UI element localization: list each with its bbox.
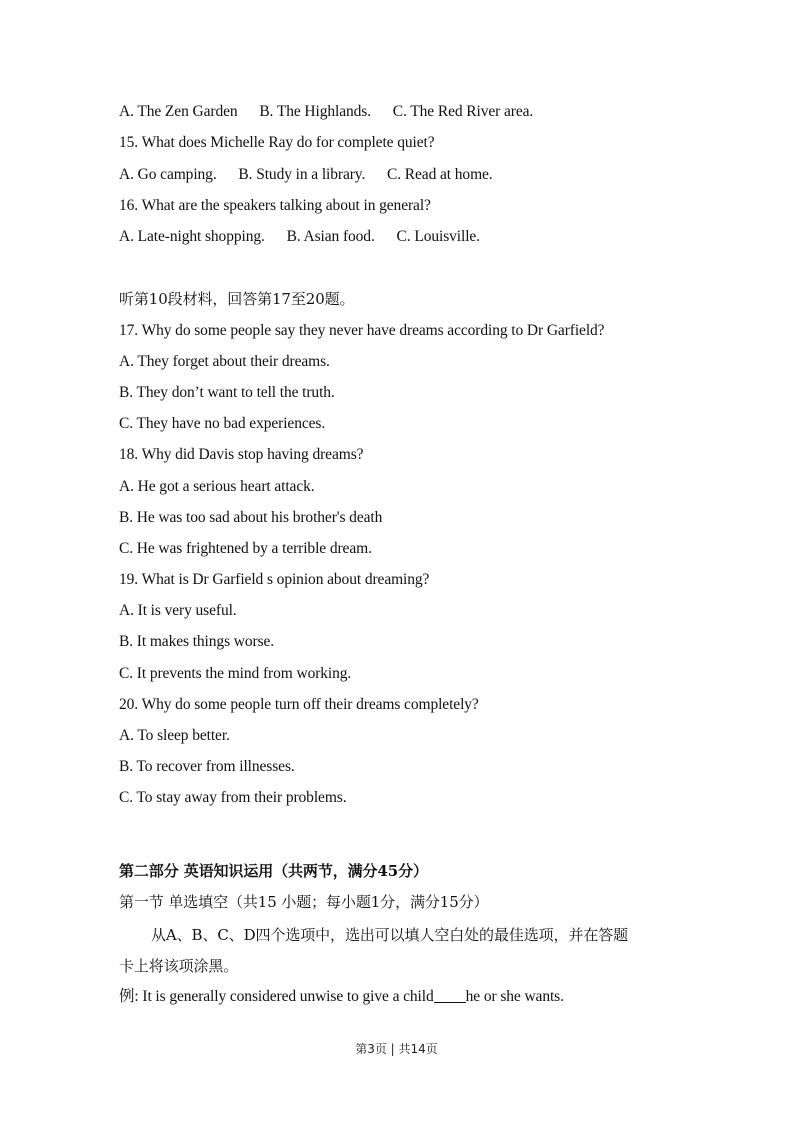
example-blank xyxy=(434,988,466,1003)
q16-option-a: A. Late-night shopping. xyxy=(119,228,265,245)
q19-question: 19. What is Dr Garfield s opinion about dreaming? xyxy=(119,571,430,588)
page-footer: 第3页 | 共14页 xyxy=(355,1042,438,1056)
q17-question: 17. Why do some people say they never have dreams according to Dr Garfield? xyxy=(119,322,605,339)
q17-option-a: A. They forget about their dreams. xyxy=(119,353,330,370)
q19-option-c: C. It prevents the mind from working. xyxy=(119,665,352,682)
q14-option-b: B. The Highlands. xyxy=(259,103,371,120)
q20-option-c: C. To stay away from their problems. xyxy=(119,789,347,806)
q18-option-b: B. He was too sad about his brother's death xyxy=(119,509,383,526)
q15-options xyxy=(119,165,493,185)
q15-option-a: A. Go camping. xyxy=(119,166,217,183)
q18-option-c: C. He was frightened by a terrible dream. xyxy=(119,540,372,557)
q16-option-b: B. Asian food. xyxy=(286,228,375,245)
section10-instruction: 听第10段材料，回答第17至20题。 xyxy=(119,290,355,308)
example-text-after: he or she wants. xyxy=(465,988,564,1005)
part2-heading: 第二部分 英语知识运用（共两节，满分45分） xyxy=(119,862,428,880)
q14-options xyxy=(119,102,533,122)
q16-options xyxy=(119,227,480,247)
q20-option-a: A. To sleep better. xyxy=(119,727,230,744)
q20-option-b: B. To recover from illnesses. xyxy=(119,758,295,775)
q19-option-a: A. It is very useful. xyxy=(119,602,237,619)
q18-option-a: A. He got a serious heart attack. xyxy=(119,478,315,495)
q15-question: 15. What does Michelle Ray do for complete quiet? xyxy=(119,134,435,151)
q19-option-b: B. It makes things worse. xyxy=(119,633,275,650)
example-text-before: 例: It is generally considered unwise to give a child xyxy=(119,988,434,1005)
q16-question: 16. What are the speakers talking about in general? xyxy=(119,197,431,214)
instruction-line-2: 卡上将该项涂黑。 xyxy=(119,957,239,975)
q15-option-b: B. Study in a library. xyxy=(238,166,366,183)
q18-question: 18. Why did Davis stop having dreams? xyxy=(119,446,364,463)
q16-option-c: C. Louisville. xyxy=(396,228,480,245)
example-sentence xyxy=(119,987,564,1007)
section1-heading: 第一节 单选填空（共15 小题；每小题1分，满分15分） xyxy=(119,893,489,911)
instruction-line-1: 从A、B、C、D四个选项中，选出可以填人空白处的最佳选项，并在答题 xyxy=(151,926,629,944)
q14-option-a: A. The Zen Garden xyxy=(119,103,238,120)
q17-option-b: B. They don’t want to tell the truth. xyxy=(119,384,335,401)
q17-option-c: C. They have no bad experiences. xyxy=(119,415,326,432)
q20-question: 20. Why do some people turn off their dreams completely? xyxy=(119,696,479,713)
q14-option-c: C. The Red River area. xyxy=(392,103,534,120)
q15-option-c: C. Read at home. xyxy=(387,166,493,183)
